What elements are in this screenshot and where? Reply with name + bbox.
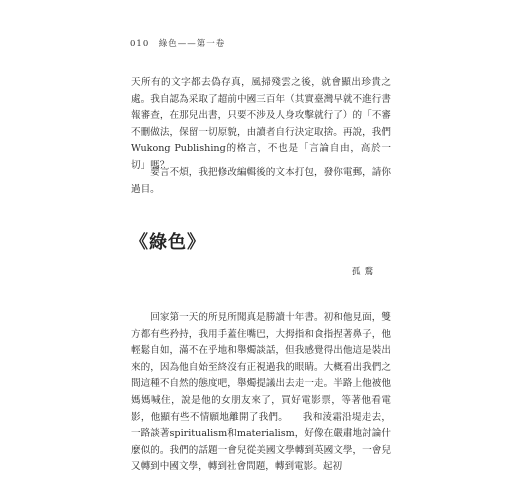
story-title: 《綠色》 (130, 232, 206, 253)
author-name: 孤鶩 (352, 267, 378, 277)
paragraph-1: 天所有的文字都去偽存真，風掃殘雲之後，就會顯出珍貴之處。我自認為采取了超前中國三百年（其實臺灣早就不進行書報審查，在那兒出書，只要不涉及人身攻擊就行了）的「不審不刪做法，保留一切原貌，由讀者自行決定取捨。再說，我們Wukong Publishing的格言，不也是「言論自由，高於一切」嗎？ (131, 77, 391, 171)
paragraph-3: 回家第一天的所見所聞真是勝讀十年書。初和他見面，雙方都有些矜持，我用手蓋住嘴巴，大拇指和食指捏著鼻子，他輕鬆自如，滿不在乎地和舉燭談話，但我感覺得出他這是裝出來的，因為他自始至終沒有正視過我的眼睛。大概看出我們之間這種不自然的態度吧，舉燭提議出去走一走。半路上他被他媽媽喊住，說是他的女朋友來了，買好電影票，等著他看電影，他顯有些不情願地離開了我們。 我和淩霜沿堤走去，一路談著spiritualism和materialism，好像在嚴肅地討論什麼似的。我們的話題一會兒從美國文學轉到英國文學，一會兒又轉到中國文學，轉到社會問題，轉到電影。起初 (131, 312, 391, 473)
paragraph-2: 要言不煩，我把修改編輯後的文本打包，發你電郵，請你過目。 (131, 167, 391, 195)
running-head: 010 綠色——第一卷 (130, 39, 226, 49)
